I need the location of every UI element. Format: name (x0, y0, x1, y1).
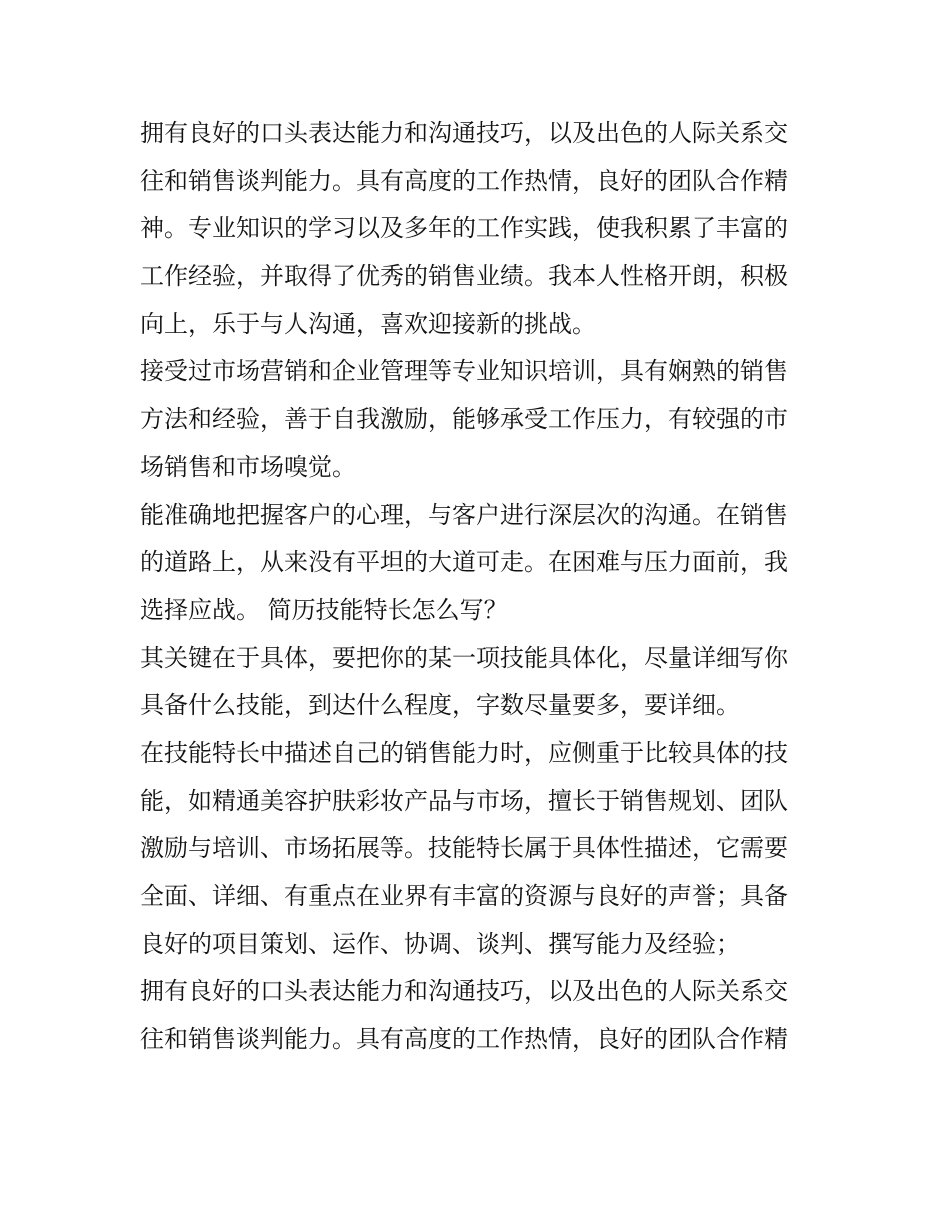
text-line: 场销售和市场嗅觉。 (140, 452, 356, 481)
text-line: 向上，乐于与人沟通，喜欢迎接新的挑战。 (140, 309, 596, 338)
text-line: 选择应战。 简历技能特长怎么写？ (140, 595, 508, 624)
text-line: 方法和经验，善于自我激励，能够承受工作压力，有较强的市 (140, 405, 788, 434)
text-line: 拥有良好的口头表达能力和沟通技巧，以及出色的人际关系交 (140, 119, 788, 147)
text-line: 能准确地把握客户的心理，与客户进行深层次的沟通。在销售 (140, 500, 788, 529)
document-body (140, 110, 812, 1064)
text-line: 全面、详细、有重点在业界有丰富的资源与良好的声誉；具备 (140, 882, 788, 910)
text-line: 激励与培训、市场拓展等。技能特长属于具体性描述，它需要 (140, 834, 788, 863)
text-line: 的道路上，从来没有平坦的大道可走。在困难与压力面前，我 (140, 548, 788, 577)
text-line: 往和销售谈判能力。具有高度的工作热情，良好的团队合作精 (140, 1025, 788, 1054)
text-line: 良好的项目策划、运作、协调、谈判、撰写能力及经验； (140, 929, 740, 958)
text-line: 具备什么技能，到达什么程度，字数尽量要多，要详细。 (140, 691, 740, 720)
text-line: 工作经验，并取得了优秀的销售业绩。我本人性格开朗，积极 (140, 262, 788, 291)
text-line: 在技能特长中描述自己的销售能力时，应侧重于比较具体的技 (140, 738, 788, 767)
text-line: 拥有良好的口头表达能力和沟通技巧，以及出色的人际关系交 (140, 977, 788, 1006)
text-line: 其关键在于具体，要把你的某一项技能具体化，尽量详细写你 (140, 643, 788, 672)
text-line: 接受过市场营销和企业管理等专业知识培训，具有娴熟的销售 (140, 357, 788, 386)
text-line: 神。专业知识的学习以及多年的工作实践，使我积累了丰富的 (140, 214, 788, 243)
text-line: 往和销售谈判能力。具有高度的工作热情，良好的团队合作精 (140, 166, 788, 195)
text-line: 能，如精通美容护肤彩妆产品与市场，擅长于销售规划、团队 (140, 786, 788, 815)
